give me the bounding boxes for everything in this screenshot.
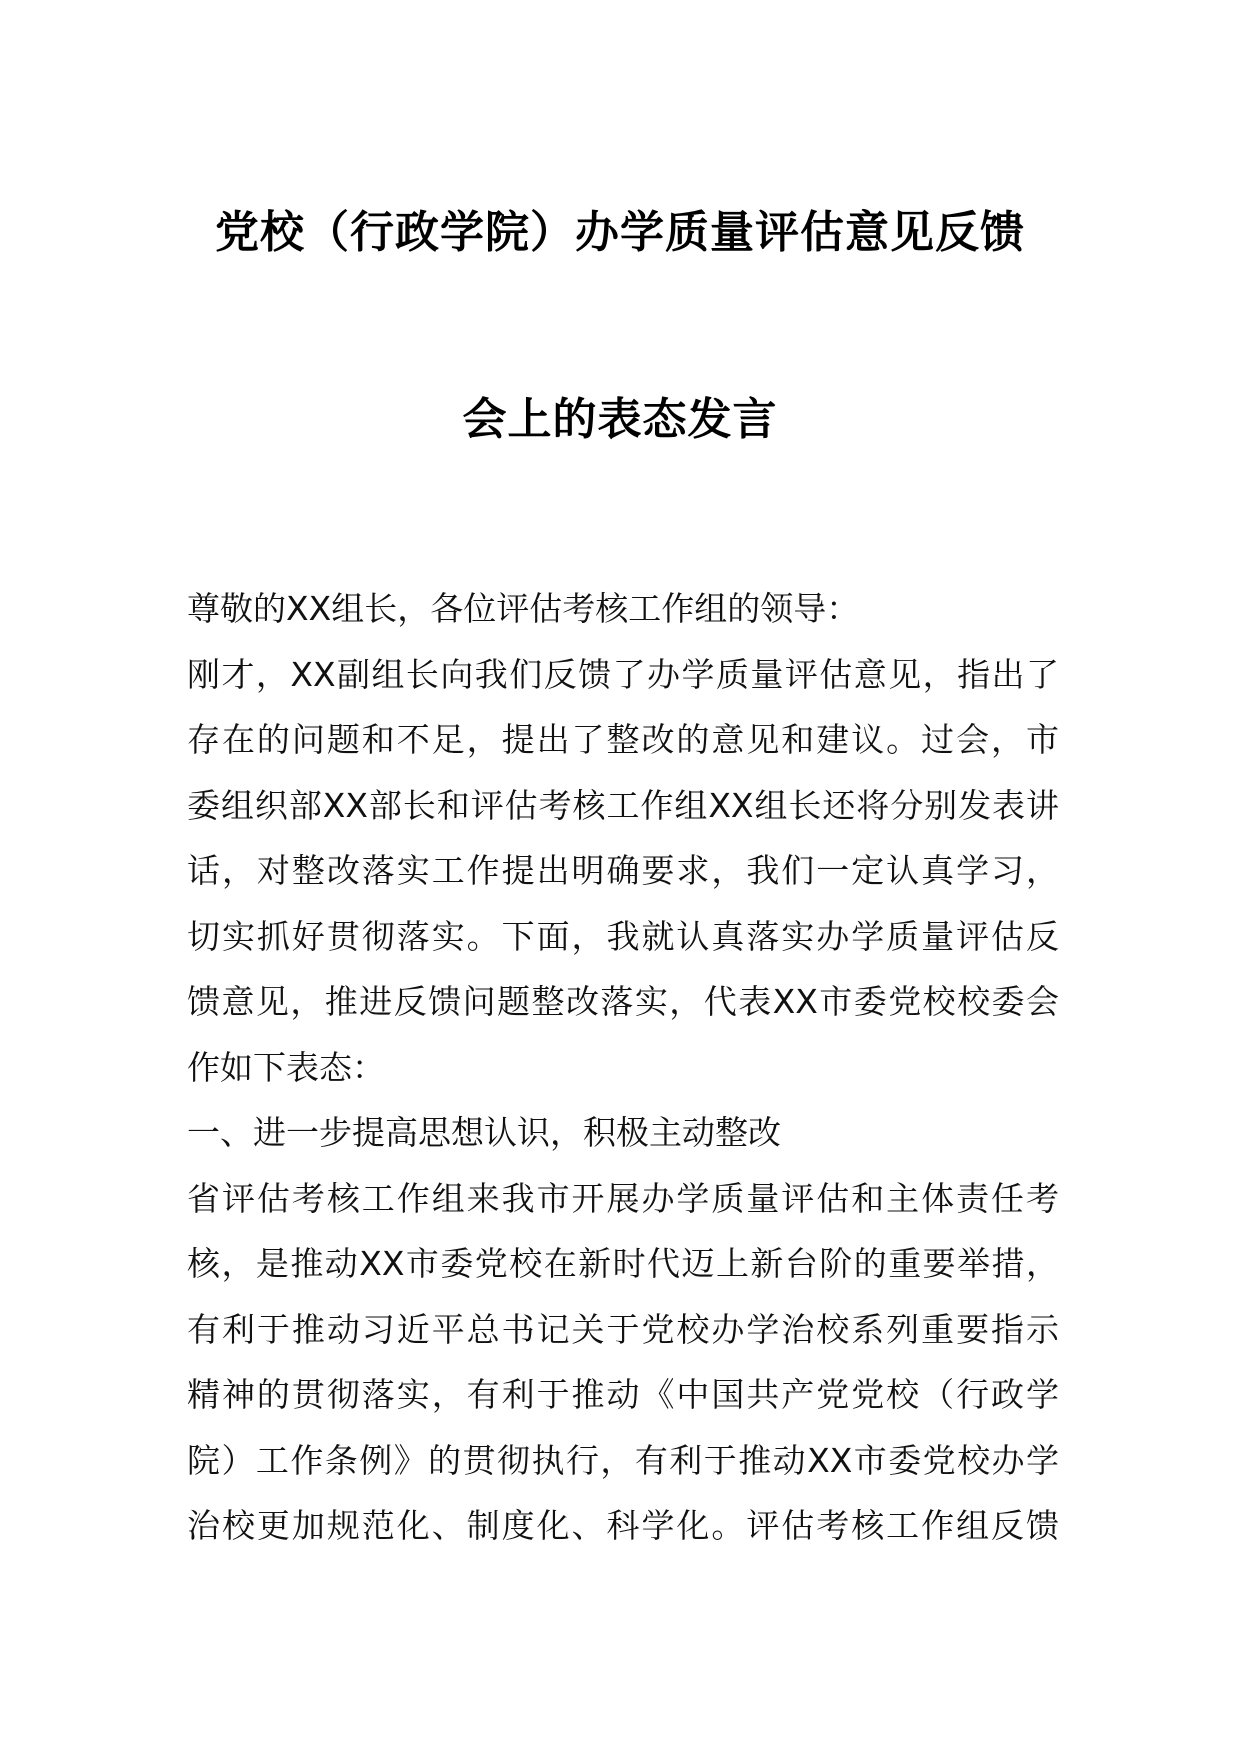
paragraph-line: 话，对整改落实工作提出明确要求，我们一定认真学习，: [187, 851, 1059, 890]
paragraph-line: 委组织部XX部长和评估考核工作组XX组长还将分别发表讲: [187, 785, 1059, 825]
document-title-line-2: 会上的表态发言: [462, 394, 778, 445]
salutation-line: 尊敬的XX组长，各位评估考核工作组的领导：: [187, 589, 860, 628]
section-heading: 一、进一步提高思想认识，积极主动整改: [187, 1113, 781, 1152]
paragraph-line: 馈意见，推进反馈问题整改落实，代表XX市委党校校委会: [187, 982, 1059, 1021]
paragraph-line: 切实抓好贯彻落实。下面，我就认真落实办学质量评估反: [187, 916, 1059, 956]
paragraph-line: 有利于推动习近平总书记关于党校办学治校系列重要指示: [187, 1309, 1059, 1349]
document-body: [187, 576, 1059, 1559]
paragraph-line: 作如下表态：: [187, 1047, 385, 1087]
paragraph-line: 刚才，XX副组长向我们反馈了办学质量评估意见，指出了: [187, 654, 1059, 694]
paragraph-line: 核，是推动XX市委党校在新时代迈上新台阶的重要举措，: [187, 1244, 1059, 1283]
paragraph-line: 治校更加规范化、制度化、科学化。评估考核工作组反馈: [187, 1506, 1059, 1545]
paragraph-line: 省评估考核工作组来我市开展办学质量评估和主体责任考: [187, 1178, 1059, 1218]
paragraph-line: 存在的问题和不足，提出了整改的意见和建议。过会，市: [187, 720, 1059, 759]
document-title-line-1: 党校（行政学院）办学质量评估意见反馈: [215, 207, 1025, 258]
paragraph-line: 院）工作条例》的贯彻执行，有利于推动XX市委党校办学: [187, 1440, 1059, 1480]
paragraph-line: 精神的贯彻落实，有利于推动《中国共产党党校（行政学: [187, 1375, 1059, 1414]
